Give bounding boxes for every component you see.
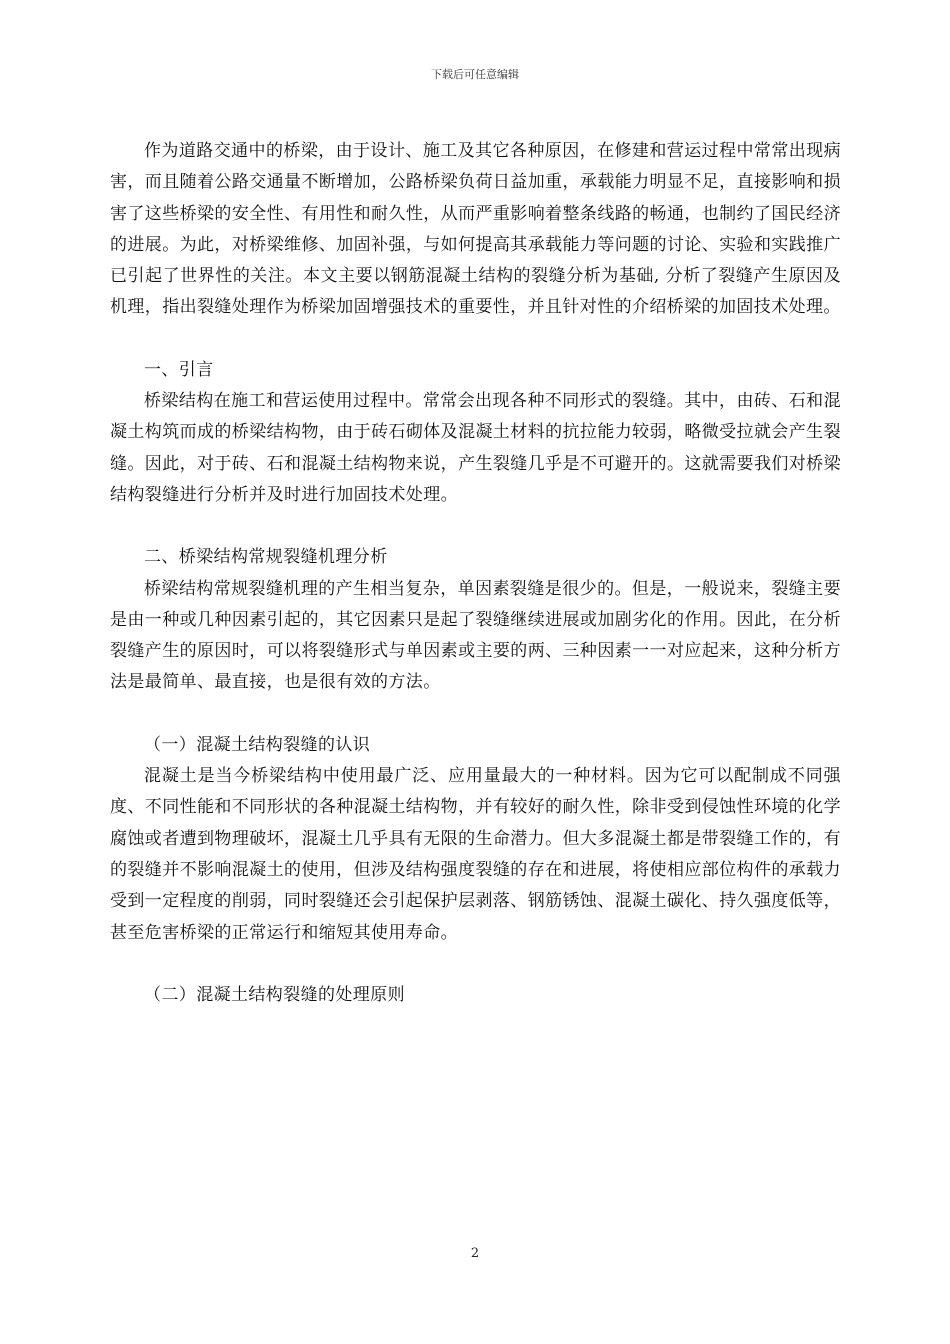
spacer	[110, 511, 841, 542]
page-header: 下载后可任意编辑	[431, 68, 519, 81]
spacer	[110, 324, 841, 355]
section-heading-introduction: 一、引言	[144, 359, 214, 380]
spacer	[110, 699, 841, 730]
introduction-paragraph: 桥梁结构在施工和营运使用过程中。常常会出现各种不同形式的裂缝。其中，由砖、石和混凝土构筑而成的桥梁结构物，由于砖石砌体及混凝土材料的抗拉能力较弱，略微受拉就会产生裂缝。因此，对于砖、石和混凝土结构物来说，产生裂缝几乎是不可避开的。这就需要我们对桥梁结构裂缝进行分析并及时进行加固技术处理。	[110, 391, 841, 505]
crack-mechanism-paragraph: 桥梁结构常规裂缝机理的产生相当复杂，单因素裂缝是很少的。但是，一般说来，裂缝主要是由一种或几种因素引起的，其它因素只是起了裂缝继续进展或加剧劣化的作用。因此，在分析裂缝产生的原因时，可以将裂缝形式与单因素或主要的两、三种因素一一对应起来，这种分析方法是最简单、最直接，也是很有效的方法。	[110, 578, 841, 693]
abstract-paragraph: 作为道路交通中的桥梁，由于设计、施工及其它各种原因，在修建和营运过程中常常出现病害，而且随着公路交通量不断增加，公路桥梁负荷日益加重，承载能力明显不足，直接影响和损害了这些桥梁的安全性、有用性和耐久性，从而严重影响着整条线路的畅通，也制约了国民经济的进展。为此，对桥梁维修、加固补强，与如何提高其承载能力等问题的讨论、实验和实践推广已引起了世界性的关注。本文主要以钢筋混凝土结构的裂缝分析为基础, 分析了裂缝产生原因及机理，指出裂缝处理作为桥梁加固增强技术的重要性，并且针对性的介绍桥梁的加固技术处理。	[110, 141, 841, 318]
spacer	[110, 949, 841, 980]
subsection-heading-concrete-cracks: （一）混凝土结构裂缝的认识	[144, 734, 371, 755]
section-heading-crack-mechanism: 二、桥梁结构常规裂缝机理分析	[144, 547, 388, 568]
concrete-cracks-paragraph: 混凝土是当今桥梁结构中使用最广泛、应用量最大的一种材料。因为它可以配制成不同强度、不同性能和不同形状的各种混凝土结构物，并有较好的耐久性，除非受到侵蚀性环境的化学腐蚀或者遭到物理破坏，混凝土几乎具有无限的生命潜力。但大多混凝土都是带裂缝工作的，有的裂缝并不影响混凝土的使用，但涉及结构强度裂缝的存在和进展，将使相应部位构件的承载力受到一定程度的削弱，同时裂缝还会引起保护层剥落、钢筋锈蚀、混凝土碳化、持久强度低等，甚至危害桥梁的正常运行和缩短其使用寿命。	[110, 766, 841, 943]
document-body	[110, 136, 841, 1011]
subsection-heading-treatment-principles: （二）混凝土结构裂缝的处理原则	[144, 984, 405, 1005]
page-number: 2	[470, 1246, 480, 1261]
